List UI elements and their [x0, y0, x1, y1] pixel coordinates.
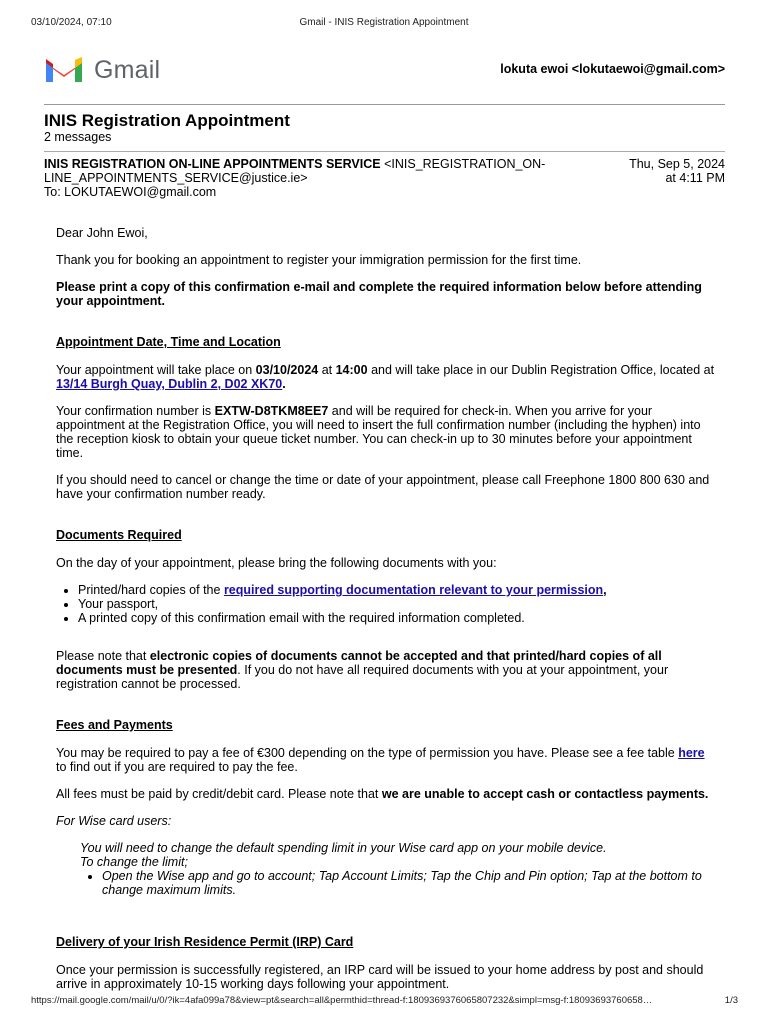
message-count: 2 messages [44, 130, 112, 144]
cancel-paragraph: If you should need to cancel or change the time or date of your appointment, please call Freephone 1800 800 630 and have your confirmation number ready. [56, 473, 710, 501]
pay-bold: we are unable to accept cash or contactless payments. [381, 787, 709, 801]
fee-table-link[interactable]: here [678, 746, 705, 760]
print-datetime: 03/10/2024, 07:10 [31, 17, 112, 28]
supporting-docs-link[interactable]: required supporting documentation relevant to your permission [223, 583, 604, 597]
list-item: • Open the Wise app and go to account; Tap Account Limits; Tap the Chip and Pin option; Tap at the bottom to change maximum limits. [102, 869, 716, 897]
irp-paragraph: Once your permission is successfully registered, an IRP card will be issued to your home address by post and should arrive in approximately 10-15 working days following your appointment. [56, 963, 704, 991]
docs-li1-comma: , [603, 583, 607, 597]
wise-line-2: To change the limit; [80, 855, 188, 869]
appt-text-a: Your appointment will take place on [56, 363, 256, 377]
message-date [575, 157, 725, 185]
appointment-time: 14:00 [335, 363, 368, 377]
list-item: • Your passport, [78, 597, 716, 611]
message-recipient: To: LOKUTAEWOI@gmail.com [44, 185, 217, 199]
thanks-paragraph: Thank you for booking an appointment to register your immigration permission for the first time. [56, 253, 582, 267]
print-title: Gmail - INIS Registration Appointment [299, 17, 469, 28]
wise-title: For Wise card users: [56, 814, 172, 828]
location-link[interactable]: 13/14 Burgh Quay, Dublin 2, D02 XK70 [56, 377, 283, 391]
print-notice-text: Please print a copy of this confirmation e-mail and complete the required information below before attending your appointment. [56, 280, 702, 308]
print-notice [56, 280, 716, 308]
gmail-logo [44, 55, 160, 85]
appointment-date: 03/10/2024 [255, 363, 319, 377]
header-divider [44, 104, 725, 105]
list-item [78, 583, 716, 597]
greeting: Dear John Ewoi, [56, 226, 148, 240]
message-sender [44, 157, 564, 199]
appt-text-d: . [282, 377, 286, 391]
sender-email-part2: LINE_APPOINTMENTS_SERVICE@justice.ie> [44, 171, 308, 185]
appt-text-c: and will take place in our Dublin Registration Office, located at [367, 363, 715, 377]
fee-paragraph [56, 746, 716, 774]
documents-intro: On the day of your appointment, please bring the following documents with you: [56, 556, 497, 570]
message-body [56, 226, 716, 1004]
wise-line-1: You will need to change the default spending limit in your Wise card app on your mobile device. [80, 841, 607, 855]
payment-paragraph [56, 787, 716, 801]
account-label: lokuta ewoi <lokutaewoi@gmail.com> [500, 62, 725, 76]
confirmation-paragraph [56, 404, 716, 460]
heading-fees: Fees and Payments [56, 718, 173, 732]
fee-text-b: to find out if you are required to pay the fee. [56, 760, 298, 774]
note-text-b: . If you do not have all required documents with you at your appointment, your registration cannot be processed. [56, 663, 669, 691]
docs-li1-text: Printed/hard copies of the [78, 583, 224, 597]
pay-text-a: All fees must be paid by credit/debit card. Please note that [56, 787, 382, 801]
heading-irp: Delivery of your Irish Residence Permit (IRP) Card [56, 935, 354, 949]
thread-divider [44, 151, 725, 152]
list-item: • A printed copy of this confirmation email with the required information completed. [78, 611, 716, 625]
sender-name: INIS REGISTRATION ON-LINE APPOINTMENTS SERVICE [44, 157, 381, 171]
documents-list [56, 583, 716, 625]
heading-documents: Documents Required [56, 528, 182, 542]
message-date-day: Thu, Sep 5, 2024 [629, 157, 725, 171]
note-text-a: Please note that [56, 649, 150, 663]
print-url: https://mail.google.com/mail/u/0/?ik=4afa099a78&view=pt&search=all&permthid=thread-f:1809369376065807232&simpl=msg-f:18093693760658… [31, 995, 653, 1006]
sender-email-part1: <INIS_REGISTRATION_ON- [384, 157, 546, 171]
fee-text-a: You may be required to pay a fee of €300 depending on the type of permission you have. Please see a fee table [56, 746, 679, 760]
wise-instructions [80, 841, 716, 897]
confirmation-number: EXTW-D8TKM8EE7 [214, 404, 329, 418]
appointment-paragraph [56, 363, 716, 391]
conf-text-a: Your confirmation number is [56, 404, 215, 418]
print-header [0, 17, 768, 31]
wise-list [80, 869, 716, 897]
appt-text-b: at [318, 363, 336, 377]
gmail-m-icon [44, 56, 84, 84]
conf-text-b: and will be required for check-in. When you arrive for your appointment at the Registration Office, you will need to insert the full confirmation number (including the hyphen) into the reception kiosk to obtain your queue ticket number. You can check-in up to 30 minutes before your appointment time. [56, 404, 701, 460]
note-bold: electronic copies of documents cannot be accepted and that printed/hard copies of all documents must be presented [56, 649, 662, 677]
documents-note [56, 649, 716, 691]
message-date-time: at 4:11 PM [665, 171, 725, 185]
thread-subject: INIS Registration Appointment [44, 111, 290, 130]
gmail-wordmark: Gmail [94, 55, 161, 84]
page-number: 1/3 [724, 995, 738, 1006]
heading-appointment: Appointment Date, Time and Location [56, 335, 281, 349]
